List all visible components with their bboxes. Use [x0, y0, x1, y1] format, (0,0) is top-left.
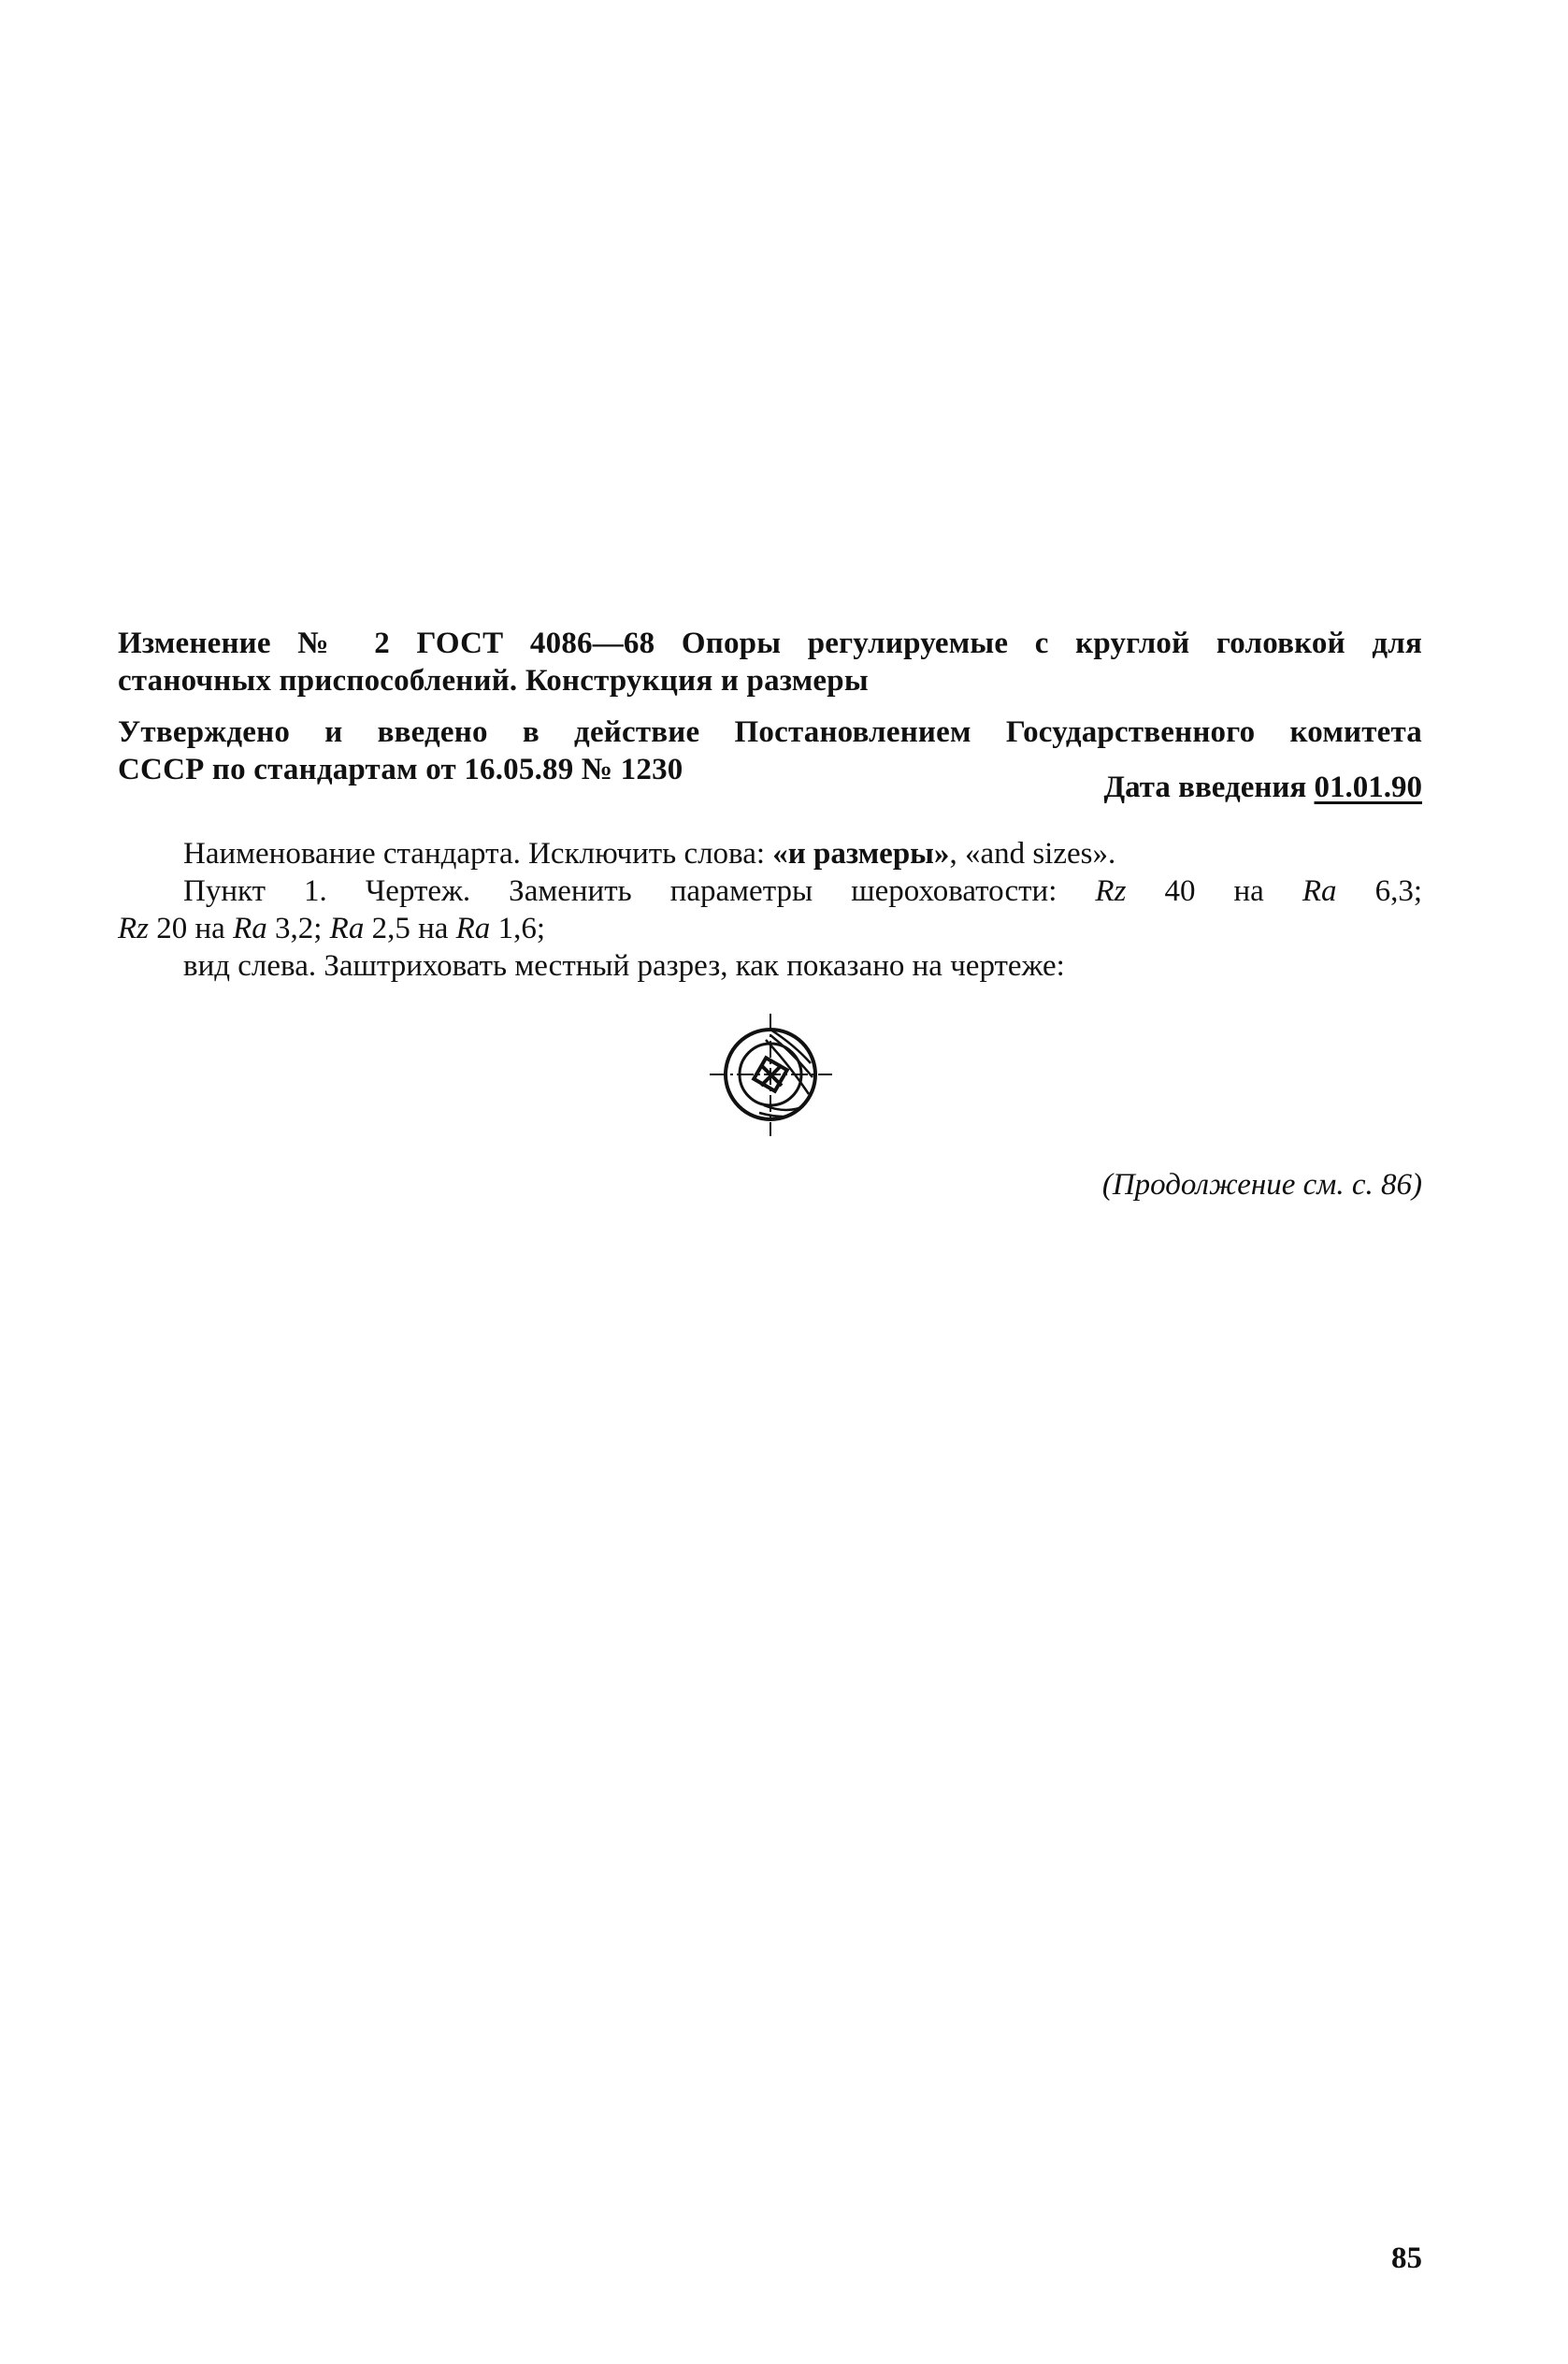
paragraph-1-emphasis: «и размеры»	[772, 837, 950, 871]
effective-date-value: 01.01.90	[1314, 771, 1422, 804]
pair-1-to-sym: Ra	[233, 912, 267, 945]
pair-2-to-sym: Ra	[455, 912, 491, 945]
pair-1-to-val: 3,2	[274, 912, 314, 945]
pair-1-from-val: 20	[156, 912, 188, 945]
pair-1-from-sym: Rz	[118, 912, 149, 945]
paragraph-2-line-2: Rz 20 на Ra 3,2; Ra 2,5 на Ra 1,6;	[118, 912, 545, 945]
paragraph-2-line-1: Пункт 1. Чертеж. Заменить параметры шероховатости: Rz 40 на Ra 6,3;	[183, 874, 1422, 908]
paragraph-1-text: Наименование стандарта. Исключить слова:	[183, 837, 773, 871]
pair-1-na: на	[194, 912, 225, 945]
page-number: 85	[1391, 2241, 1422, 2275]
paragraph-1-tail: , «and sizes».	[949, 837, 1116, 871]
pair-0-na: на	[1233, 874, 1264, 908]
pair-2-from-val: 2,5	[371, 912, 410, 945]
paragraph-roughness	[118, 872, 1422, 985]
continuation-note: (Продолжение см. с. 86)	[1101, 1168, 1422, 1202]
pair-2-na: на	[418, 912, 449, 945]
pair-0-to-sym: Ra	[1302, 874, 1337, 908]
paragraph-2-lead: Пункт 1. Чертеж. Заменить параметры шероховатости:	[183, 874, 1096, 908]
pair-0-from-sym: Rz	[1095, 874, 1127, 908]
paragraph-1	[118, 835, 1422, 872]
approval-line-1: Утверждено и введено в действие Постановлением Государственного комитета	[118, 715, 1422, 749]
effective-date-label: Дата введения	[1103, 771, 1307, 804]
local-section-drawing	[708, 1012, 834, 1138]
pair-0-to-val: 6,3	[1374, 874, 1414, 908]
amendment-title	[118, 625, 1422, 699]
paragraph-title-change	[118, 835, 1422, 872]
pair-2-to-val: 1,6	[497, 912, 537, 945]
paragraph-3: вид слева. Заштриховать местный разрез, как показано на чертеже:	[183, 949, 1065, 983]
title-line-1: Изменение № 2 ГОСТ 4086—68 Опоры регулируемые с круглой головкой для	[118, 627, 1422, 660]
approval-line-2: СССР по стандартам от 16.05.89 № 1230	[118, 753, 683, 786]
pair-2-from-sym: Ra	[329, 912, 365, 945]
title-line-2: станочных приспособлений. Конструкция и размеры	[118, 664, 869, 698]
effective-date	[1103, 769, 1422, 806]
pair-0-from-val: 40	[1164, 874, 1196, 908]
